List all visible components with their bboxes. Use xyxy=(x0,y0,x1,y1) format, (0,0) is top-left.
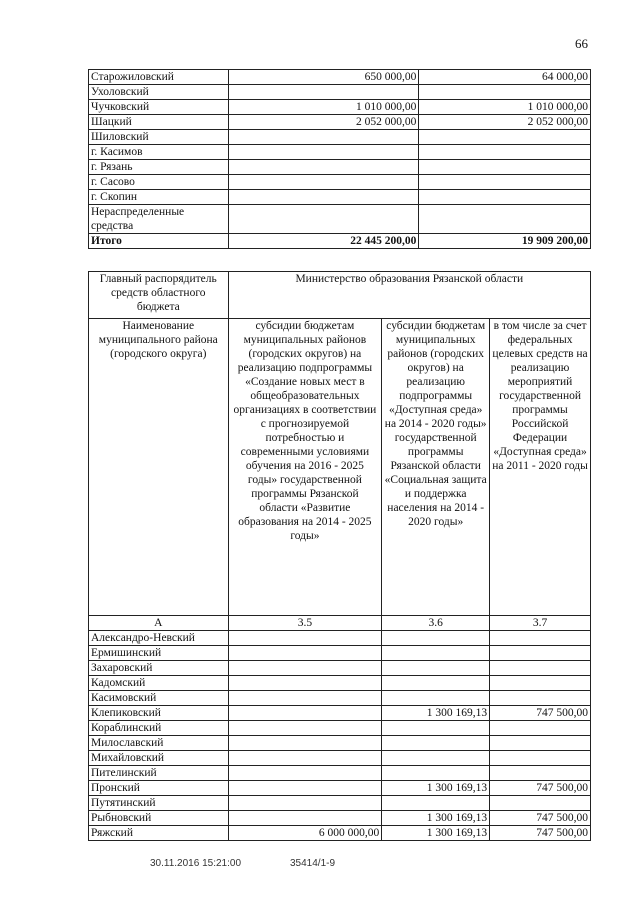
amount-col1 xyxy=(228,85,419,100)
amount-col1 xyxy=(228,175,419,190)
total-row xyxy=(89,234,591,249)
index-c1: 3.5 xyxy=(228,616,382,631)
amount-col2 xyxy=(382,676,490,691)
amount-col3 xyxy=(490,721,591,736)
amount-col2 xyxy=(382,766,490,781)
amount-col2 xyxy=(419,205,591,234)
amount-col1 xyxy=(228,205,419,234)
district-name: Чучковский xyxy=(89,100,229,115)
amount-col1 xyxy=(228,721,382,736)
amount-col1 xyxy=(228,796,382,811)
amount-col3: 747 500,00 xyxy=(490,706,591,721)
table-row xyxy=(89,631,591,646)
district-name: Рыбновский xyxy=(89,811,229,826)
amount-col1: 1 010 000,00 xyxy=(228,100,419,115)
amount-col2: 1 300 169,13 xyxy=(382,781,490,796)
total-col1: 22 445 200,00 xyxy=(228,234,419,249)
district-name: Милославский xyxy=(89,736,229,751)
table-row xyxy=(89,190,591,205)
amount-col1 xyxy=(228,631,382,646)
col2-header: субсидии бюджетам муниципальных районов (городских округов) на реализацию подпрограммы «Доступная среда» на 2014 - 2020 годы» государственной программы Рязанской области «Социальная защита и поддержка населения на 2014 - 2020 годы» xyxy=(382,319,490,616)
district-name: Захаровский xyxy=(89,661,229,676)
table-row xyxy=(89,85,591,100)
amount-col1: 6 000 000,00 xyxy=(228,826,382,841)
amount-col3: 747 500,00 xyxy=(490,811,591,826)
footer-datetime: 30.11.2016 15:21:00 xyxy=(150,858,242,869)
table-row xyxy=(89,691,591,706)
table-row xyxy=(89,796,591,811)
amount-col1 xyxy=(228,145,419,160)
table-row xyxy=(89,721,591,736)
district-name: Путятинский xyxy=(89,796,229,811)
amount-col3: 747 500,00 xyxy=(490,781,591,796)
amount-col2 xyxy=(419,190,591,205)
table-row xyxy=(89,751,591,766)
footer-code: 35414/1-9 xyxy=(290,858,336,869)
district-name: Михайловский xyxy=(89,751,229,766)
amount-col1 xyxy=(228,691,382,706)
amount-col3: 747 500,00 xyxy=(490,826,591,841)
amount-col2: 1 300 169,13 xyxy=(382,706,490,721)
district-name: Пителинский xyxy=(89,766,229,781)
amount-col3 xyxy=(490,796,591,811)
amount-col2 xyxy=(382,631,490,646)
table-row xyxy=(89,766,591,781)
amount-col3 xyxy=(490,751,591,766)
district-name: Клепиковский xyxy=(89,706,229,721)
amount-col2 xyxy=(382,661,490,676)
table-row xyxy=(89,115,591,130)
district-name: Александро-Невский xyxy=(89,631,229,646)
district-name: Шацкий xyxy=(89,115,229,130)
amount-col2: 2 052 000,00 xyxy=(419,115,591,130)
budget-table-bottom-body xyxy=(89,272,591,841)
district-name: Кораблинский xyxy=(89,721,229,736)
amount-col2: 1 010 000,00 xyxy=(419,100,591,115)
district-name: Кадомский xyxy=(89,676,229,691)
amount-col2: 1 300 169,13 xyxy=(382,811,490,826)
amount-col1 xyxy=(228,751,382,766)
header-row-main xyxy=(89,272,591,319)
table-row xyxy=(89,160,591,175)
table-row xyxy=(89,676,591,691)
amount-col2 xyxy=(382,736,490,751)
table-row xyxy=(89,736,591,751)
table-row xyxy=(89,145,591,160)
district-name: Ухоловский xyxy=(89,85,229,100)
amount-col2: 1 300 169,13 xyxy=(382,826,490,841)
amount-col2 xyxy=(419,145,591,160)
index-a: А xyxy=(89,616,229,631)
district-name: г. Рязань xyxy=(89,160,229,175)
district-name: Ряжский xyxy=(89,826,229,841)
table-row xyxy=(89,646,591,661)
amount-col2 xyxy=(382,751,490,766)
table-row xyxy=(89,811,591,826)
amount-col1 xyxy=(228,676,382,691)
table-row xyxy=(89,205,591,234)
col3-header: в том числе за счет федеральных целевых средств на реализацию мероприятий государственной программы Российской Федерации «Доступная среда» на 2011 - 2020 годы xyxy=(490,319,591,616)
budget-table-top-body xyxy=(89,70,591,249)
amount-col2 xyxy=(419,85,591,100)
district-name: г. Скопин xyxy=(89,190,229,205)
amount-col1 xyxy=(228,706,382,721)
table-row xyxy=(89,100,591,115)
amount-col3 xyxy=(490,691,591,706)
amount-col1 xyxy=(228,781,382,796)
col-name-header: Наименование муниципального района (городского округа) xyxy=(89,319,229,616)
total-col2: 19 909 200,00 xyxy=(419,234,591,249)
amount-col3 xyxy=(490,646,591,661)
district-name: Касимовский xyxy=(89,691,229,706)
amount-col1 xyxy=(228,661,382,676)
col1-header: субсидии бюджетам муниципальных районов (городских округов) на реализацию подпрограммы «Создание новых мест в общеобразовательных организациях в соответствии с прогнозируемой потребностью и современными условиями обучения на 2016 - 2025 годы» государственной программы Рязанской области «Развитие образования на 2014 - 2025 годы» xyxy=(228,319,382,616)
table-row xyxy=(89,70,591,85)
amount-col1 xyxy=(228,646,382,661)
index-c2: 3.6 xyxy=(382,616,490,631)
amount-col3 xyxy=(490,676,591,691)
amount-col3 xyxy=(490,736,591,751)
amount-col3 xyxy=(490,661,591,676)
table-row xyxy=(89,826,591,841)
district-name: г. Сасово xyxy=(89,175,229,190)
table-row xyxy=(89,661,591,676)
table-row xyxy=(89,706,591,721)
amount-col2 xyxy=(419,130,591,145)
amount-col1: 2 052 000,00 xyxy=(228,115,419,130)
page-number: 66 xyxy=(575,36,588,51)
amount-col2 xyxy=(419,160,591,175)
district-name: г. Касимов xyxy=(89,145,229,160)
index-c3: 3.7 xyxy=(490,616,591,631)
district-name: Пронский xyxy=(89,781,229,796)
table-row xyxy=(89,175,591,190)
amount-col1 xyxy=(228,130,419,145)
total-label: Итого xyxy=(89,234,229,249)
budget-table-top xyxy=(88,69,591,249)
index-row xyxy=(89,616,591,631)
amount-col2: 64 000,00 xyxy=(419,70,591,85)
district-name: Шиловский xyxy=(89,130,229,145)
district-name: Нераспределенные средства xyxy=(89,205,229,234)
amount-col1 xyxy=(228,766,382,781)
amount-col2 xyxy=(382,721,490,736)
amount-col1 xyxy=(228,736,382,751)
amount-col2 xyxy=(419,175,591,190)
amount-col2 xyxy=(382,646,490,661)
amount-col1: 650 000,00 xyxy=(228,70,419,85)
table-row xyxy=(89,781,591,796)
amount-col3 xyxy=(490,631,591,646)
table-row xyxy=(89,130,591,145)
amount-col1 xyxy=(228,190,419,205)
amount-col1 xyxy=(228,811,382,826)
header-main-label: Главный распорядитель средств областного бюджета xyxy=(89,272,229,319)
district-name: Старожиловский xyxy=(89,70,229,85)
header-main-value: Министерство образования Рязанской области xyxy=(228,272,590,319)
budget-table-bottom xyxy=(88,271,591,841)
header-row-columns xyxy=(89,319,591,616)
amount-col2 xyxy=(382,796,490,811)
district-name: Ермишинский xyxy=(89,646,229,661)
amount-col1 xyxy=(228,160,419,175)
amount-col2 xyxy=(382,691,490,706)
amount-col3 xyxy=(490,766,591,781)
